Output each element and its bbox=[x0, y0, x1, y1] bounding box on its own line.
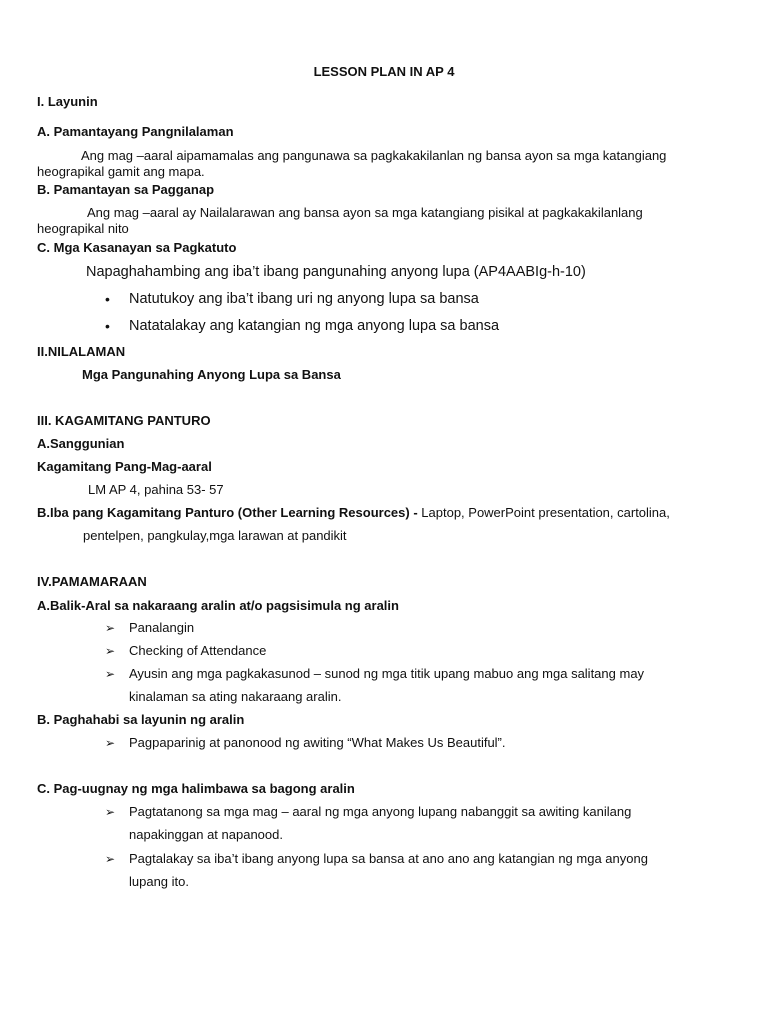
pag-uugnay-list-item: ➢ Pagtalakay sa iba’t ibang anyong lupa sa bansa at ano ano ang katangian ng mga anyong bbox=[129, 851, 648, 867]
balik-aral-list-item: ➢ Checking of Attendance bbox=[129, 643, 266, 659]
balik-aral-list-item: ➢ Panalangin bbox=[129, 620, 194, 636]
learner-materials-reference: LM AP 4, pahina 53- 57 bbox=[88, 482, 224, 497]
paghahabi-heading: B. Paghahabi sa layunin ng aralin bbox=[37, 712, 245, 727]
section-layunin-heading: I. Layunin bbox=[37, 94, 98, 109]
kasanayan-bullet-item: • Natutukoy ang iba’t ibang uri ng anyong lupa sa bansa bbox=[129, 291, 479, 307]
other-learning-resources-text-cont: pentelpen, pangkulay,mga larawan at pandikit bbox=[83, 528, 347, 543]
pag-uugnay-list-item-cont: lupang ito. bbox=[129, 874, 189, 889]
section-kagamitang-panturo-heading: III. KAGAMITANG PANTURO bbox=[37, 413, 211, 428]
pamantayang-pangnilalaman-text: Ang mag –aaral aipamamalas ang pangunawa sa pagkakakilanlan ng bansa ayon sa mga katangiang bbox=[81, 148, 667, 163]
other-learning-resources-text: Laptop, PowerPoint presentation, cartolina, bbox=[417, 505, 670, 520]
pamantayang-pangnilalaman-text-cont: heograpikal gamit ang mapa. bbox=[37, 164, 205, 179]
paghahabi-list-item: ➢ Pagpaparinig at panonood ng awiting “What Makes Us Beautiful”. bbox=[129, 735, 506, 751]
pamantayang-pangnilalaman-heading: A. Pamantayang Pangnilalaman bbox=[37, 124, 234, 139]
kasanayan-text: Napaghahambing ang iba’t ibang pangunahing anyong lupa (AP4AABIg-h-10) bbox=[86, 264, 586, 280]
sanggunian-heading: A.Sanggunian bbox=[37, 436, 125, 451]
kasanayan-heading: C. Mga Kasanayan sa Pagkatuto bbox=[37, 240, 237, 255]
section-nilalaman-heading: II.NILALAMAN bbox=[37, 344, 126, 359]
pamantayan-sa-pagganap-text-cont: heograpikal nito bbox=[37, 221, 129, 236]
pamantayan-sa-pagganap-text: Ang mag –aaral ay Nailalarawan ang bansa ayon sa mga katangiang pisikal at pagkakakilanlang bbox=[87, 205, 643, 220]
pag-uugnay-heading: C. Pag-uugnay ng mga halimbawa sa bagong aralin bbox=[37, 781, 355, 796]
nilalaman-content: Mga Pangunahing Anyong Lupa sa Bansa bbox=[82, 367, 341, 382]
pamantayan-sa-pagganap-heading: B. Pamantayan sa Pagganap bbox=[37, 182, 215, 197]
pag-uugnay-list-item-cont: napakinggan at napanood. bbox=[129, 827, 283, 842]
balik-aral-list-item-cont: kinalaman sa ating nakaraang aralin. bbox=[129, 689, 342, 704]
kasanayan-bullet-item: • Natatalakay ang katangian ng mga anyong lupa sa bansa bbox=[129, 318, 499, 334]
pag-uugnay-list-item: ➢ Pagtatanong sa mga mag – aaral ng mga anyong lupang nabanggit sa awiting kanilang bbox=[129, 804, 631, 820]
document-title: LESSON PLAN IN AP 4 bbox=[313, 64, 455, 79]
kagamitang-pang-mag-aaral-heading: Kagamitang Pang-Mag-aaral bbox=[37, 459, 212, 474]
balik-aral-heading: A.Balik-Aral sa nakaraang aralin at/o pagsisimula ng aralin bbox=[37, 598, 399, 613]
balik-aral-list-item: ➢ Ayusin ang mga pagkakasunod – sunod ng mga titik upang mabuo ang mga salitang may bbox=[129, 666, 644, 682]
other-learning-resources-heading: B.Iba pang Kagamitang Panturo (Other Learning Resources) - bbox=[37, 505, 418, 520]
section-pamamaraan-heading: IV.PAMAMARAAN bbox=[37, 574, 147, 589]
other-learning-resources-line bbox=[37, 505, 670, 521]
